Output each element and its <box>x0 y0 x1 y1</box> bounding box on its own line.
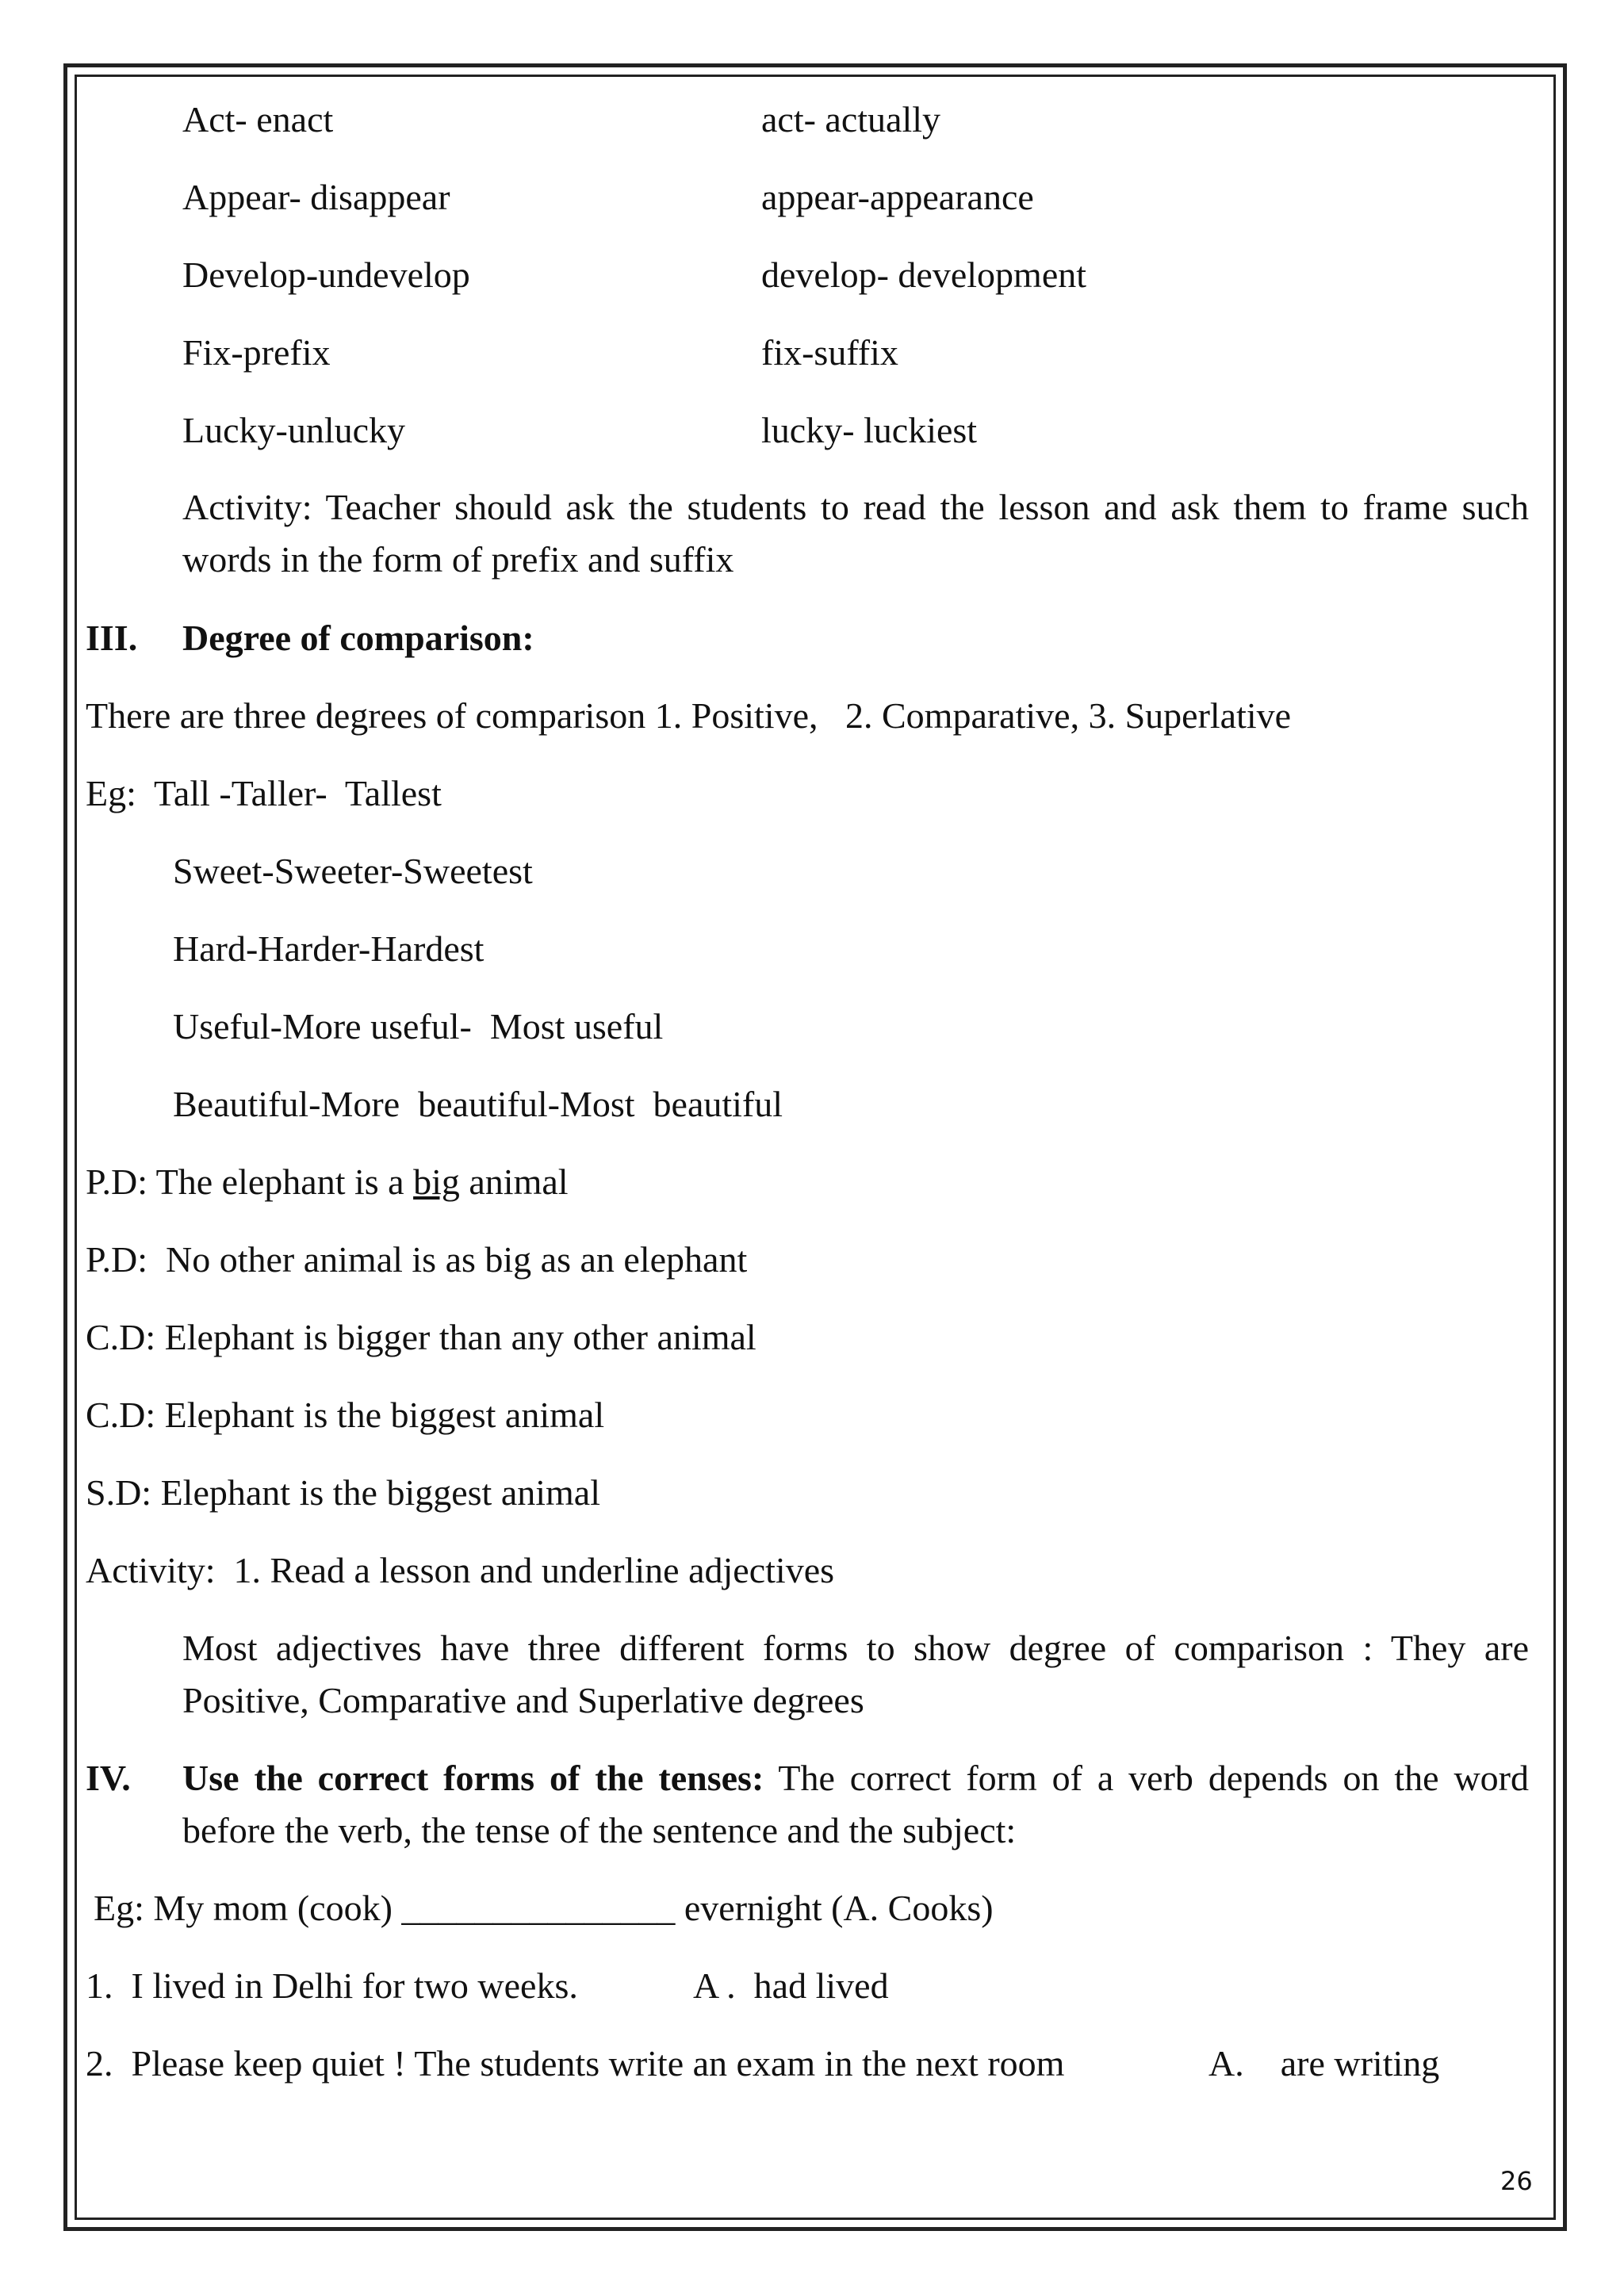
word-pair-right: appear-appearance <box>761 177 1034 217</box>
exercise-answer: A . had lived <box>693 1965 889 2006</box>
sentence-line: C.D: Elephant is bigger than any other animal <box>86 1317 756 1357</box>
sentence-line: P.D: The elephant is a big animal <box>86 1161 569 1202</box>
activity-prefix-suffix: Activity: Teacher should ask the students to read the lesson and ask them to frame such words in the form of prefix and suffix <box>182 487 1529 580</box>
section-heading: Degree of comparison: <box>182 618 534 658</box>
activity-line: Activity: 1. Read a lesson and underline adjectives <box>86 1550 835 1590</box>
tenses-paragraph: Use the correct forms of the tenses: The correct form of a verb depends on the word before the verb, the tense of the sentence and the subject: <box>182 1758 1529 1850</box>
sentence-line: C.D: Elephant is the biggest animal <box>86 1395 605 1435</box>
word-pair-left: Appear- disappear <box>182 177 450 217</box>
section-number: IV. <box>86 1758 131 1798</box>
example-line: Hard-Harder-Hardest <box>173 928 485 969</box>
adjective-note: Most adjectives have three different forms to show degree of comparison : They are Positive, Comparative and Superlative degrees <box>182 1628 1529 1720</box>
word-pair-left: Fix-prefix <box>182 332 331 373</box>
exercise-question: 2. Please keep quiet ! The students write an exam in the next room <box>86 2043 1065 2084</box>
degrees-intro: There are three degrees of comparison 1. Positive, 2. Comparative, 3. Superlative <box>86 695 1292 736</box>
section-heading: Use the correct forms of the tenses: <box>182 1758 764 1798</box>
word-pair-right: develop- development <box>761 254 1087 295</box>
sentence-line: P.D: No other animal is as big as an elephant <box>86 1239 748 1280</box>
example-line: Sweet-Sweeter-Sweetest <box>173 851 533 891</box>
example-line: Eg: Tall -Taller- Tallest <box>86 773 442 813</box>
section-number: III. <box>86 618 138 658</box>
exercise-question: 1. I lived in Delhi for two weeks. <box>86 1965 578 2006</box>
word-pair-right: lucky- luckiest <box>761 410 978 450</box>
example-line: Eg: My mom (cook) _______________ evernight (A. Cooks) <box>94 1888 994 1928</box>
example-line: Useful-More useful- Most useful <box>173 1006 664 1047</box>
sentence-line: S.D: Elephant is the biggest animal <box>86 1472 601 1513</box>
word-pair-left: Lucky-unlucky <box>182 410 406 450</box>
word-pair-left: Act- enact <box>182 99 334 140</box>
underlined-adjective: big <box>413 1161 460 1202</box>
word-pair-left: Develop-undevelop <box>182 254 470 295</box>
word-pair-right: fix-suffix <box>761 332 898 373</box>
exercise-answer: A. are writing <box>1208 2043 1440 2084</box>
page-number: 26 <box>1500 2166 1533 2196</box>
word-pair-right: act- actually <box>761 99 941 140</box>
example-line: Beautiful-More beautiful-Most beautiful <box>173 1084 783 1124</box>
